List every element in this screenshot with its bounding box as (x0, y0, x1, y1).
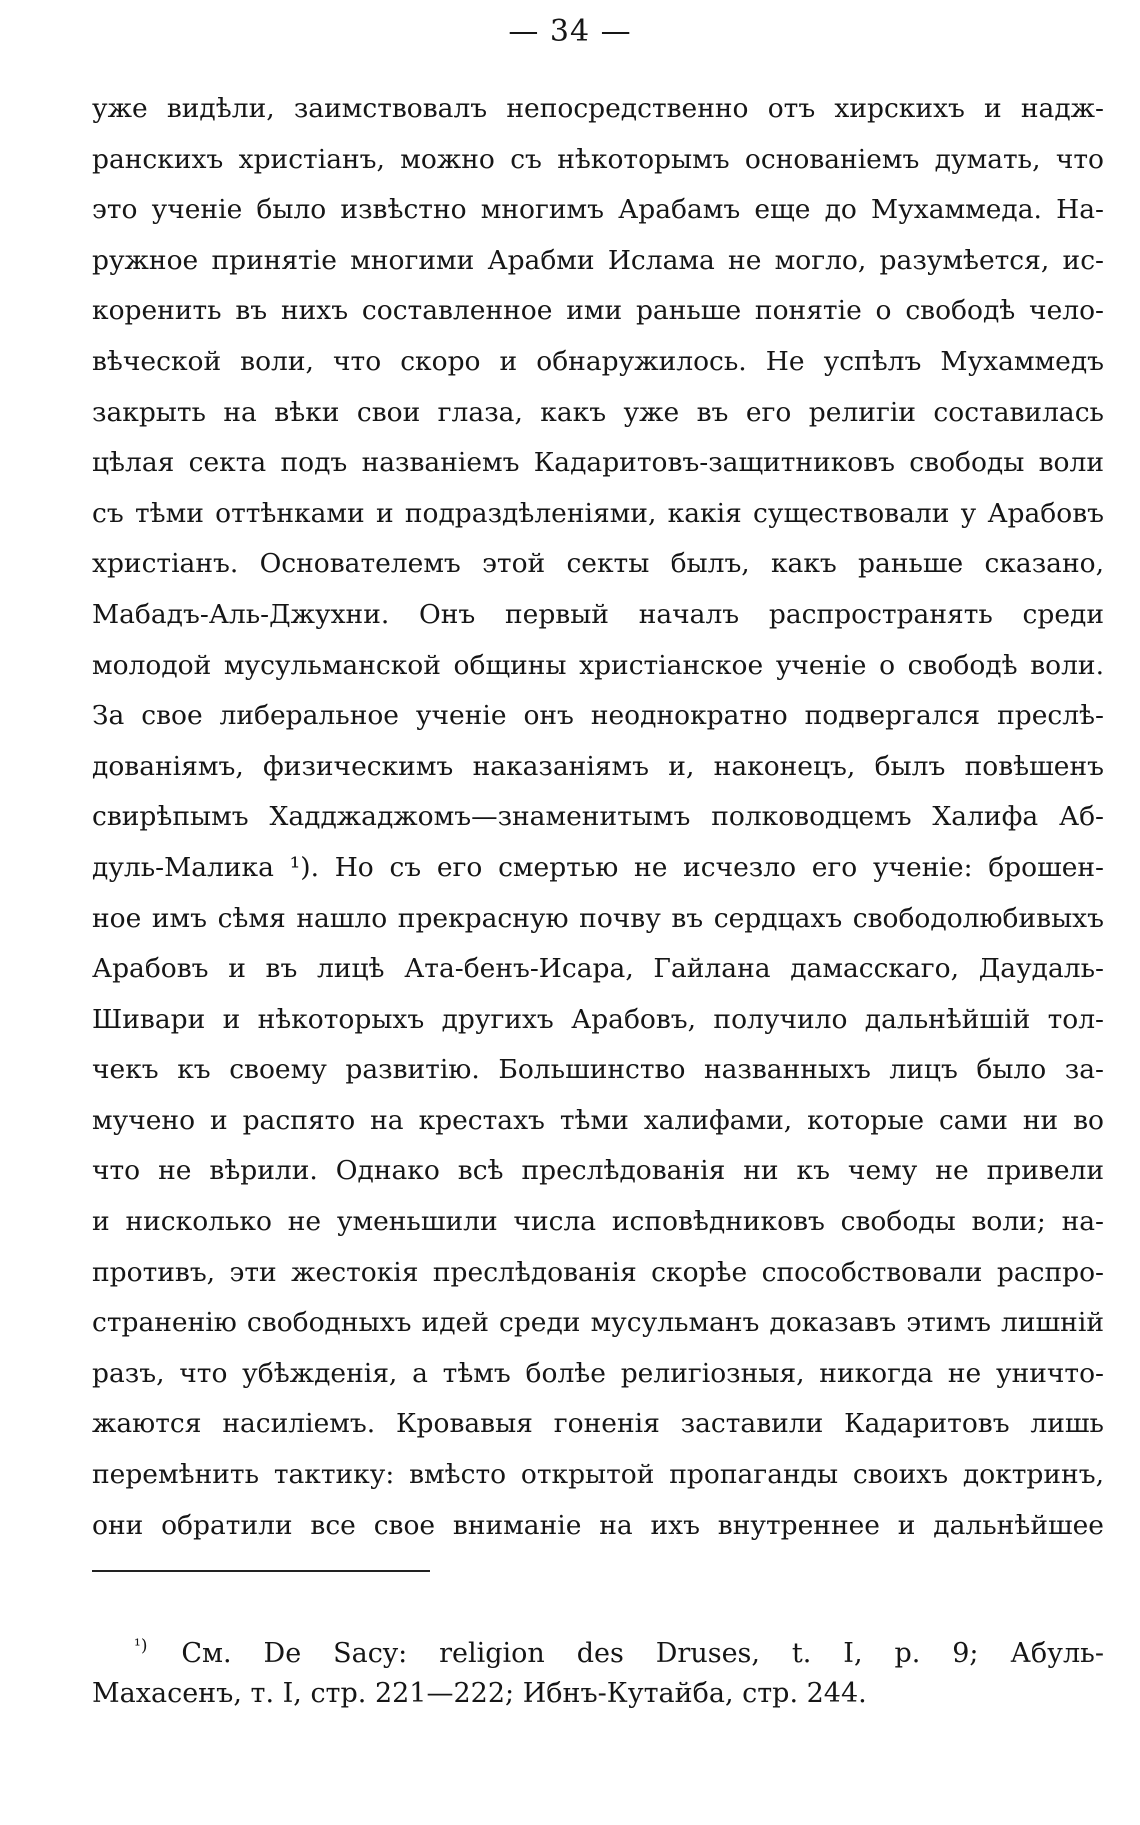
text-line: и нисколько не уменьшили числа исповѣдниковъ свободы воли; на- (92, 1206, 1104, 1238)
text-line: Мабадъ-Аль-Джухни. Онъ первый началъ распространять среди (92, 598, 1104, 630)
page-number: — 34 — (508, 14, 632, 49)
text-line: противъ, эти жестокія преслѣдованія скорѣе способствовали распро- (92, 1256, 1104, 1288)
text-line: ранскихъ христіанъ, можно съ нѣкоторымъ основаніемъ думать, что (92, 143, 1104, 175)
text-line: перемѣнить тактику: вмѣсто открытой пропаганды своихъ доктринъ, (92, 1459, 1104, 1491)
text-line: мучено и распято на крестахъ тѣми халифами, которые сами ни во (92, 1104, 1104, 1136)
footnotes (92, 1622, 1104, 1718)
footnote-line: Махасенъ, т. I, стр. 221—222; Ибнъ-Кутайба, стр. 244. (92, 1678, 867, 1709)
text-line: разъ, что убѣжденія, а тѣмъ болѣе религіозныя, никогда не уничто- (92, 1357, 1104, 1389)
text-line: чекъ къ своему развитію. Большинство названныхъ лицъ было за- (92, 1054, 1104, 1086)
footnote-line (92, 1622, 1104, 1670)
text-line: жаются насиліемъ. Кровавыя гоненія заставили Кадаритовъ лишь (92, 1408, 1104, 1440)
main-text (92, 84, 1104, 1551)
text-line: христіанъ. Основателемъ этой секты былъ, какъ раньше сказано, (92, 548, 1104, 580)
text-line: ное имъ сѣмя нашло прекрасную почву въ сердцахъ свободолюбивыхъ (92, 902, 1104, 934)
footnote-text: См. De Sacy: religion des Druses, t. I, p. 9; Абуль- (181, 1638, 1104, 1669)
text-line: дованіямъ, физическимъ наказаніямъ и, наконецъ, былъ повѣшенъ (92, 750, 1104, 782)
text-line: ружное принятіе многими Арабми Ислама не могло, разумѣется, ис- (92, 244, 1104, 276)
footnote-divider (92, 1570, 430, 1572)
text-line: вѣческой воли, что скоро и обнаружилось. Не успѣлъ Мухаммедъ (92, 345, 1104, 377)
text-line: страненію свободныхъ идей среди мусульманъ доказавъ этимъ лишній (92, 1307, 1104, 1339)
text-line: За свое либеральное ученіе онъ неоднократно подвергался преслѣ- (92, 700, 1104, 732)
text-line: что не вѣрили. Однако всѣ преслѣдованія ни къ чему не привели (92, 1155, 1104, 1187)
text-line: цѣлая секта подъ названіемъ Кадаритовъ-защитниковъ свободы воли (92, 447, 1104, 479)
text-line: они обратили все свое вниманіе на ихъ внутреннее и дальнѣйшее (92, 1509, 1104, 1541)
text-line: уже видѣли, заимствовалъ непосредственно отъ хирскихъ и надж- (92, 93, 1104, 124)
text-line: закрыть на вѣки свои глаза, какъ уже въ его религіи составилась (92, 396, 1104, 428)
text-line: съ тѣми оттѣнками и подраздѣленіями, какія существовали у Арабовъ (92, 497, 1104, 529)
text-line: молодой мусульманской общины христіанское ученіе о свободѣ воли. (92, 649, 1104, 681)
text-line: дуль-Малика ¹). Но съ его смертью не исчезло его ученіе: брошен- (92, 851, 1104, 883)
text-line: коренить въ нихъ составленное ими раньше понятіе о свободѣ чело- (92, 295, 1104, 327)
text-line: Шивари и нѣкоторыхъ другихъ Арабовъ, получило дальнѣйшій тол- (92, 1003, 1104, 1035)
text-line: Арабовъ и въ лицѣ Ата-бенъ-Исара, Гайлана дамасскаго, Даудаль- (92, 953, 1104, 985)
text-line: это ученіе было извѣстно многимъ Арабамъ еще до Мухаммеда. На- (92, 194, 1104, 226)
text-line: свирѣпымъ Хадджаджомъ—знаменитымъ полководцемъ Халифа Аб- (92, 801, 1104, 833)
footnote-marker: ¹) (134, 1636, 148, 1656)
